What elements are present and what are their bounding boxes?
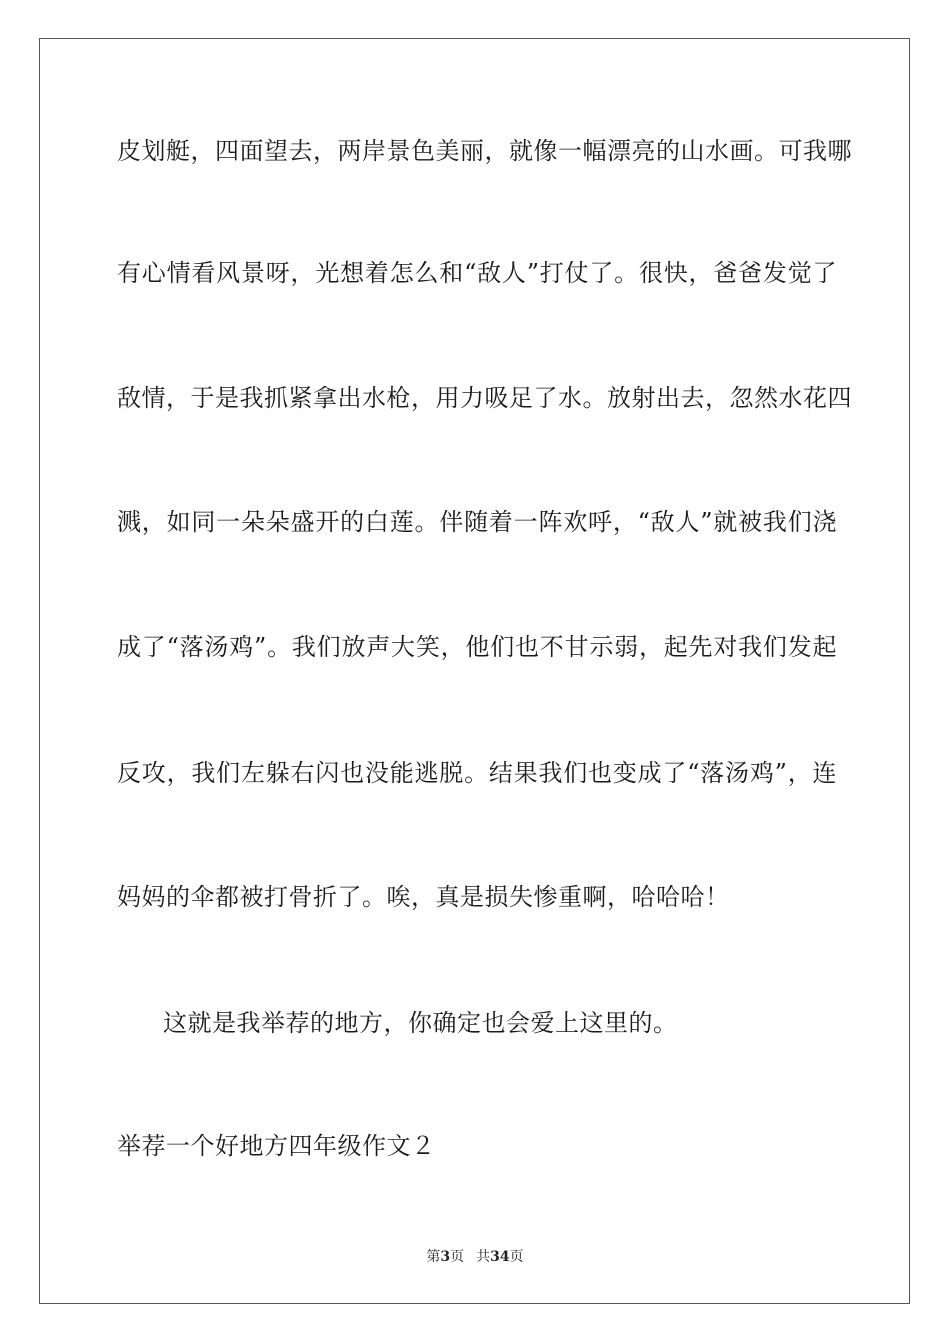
section-heading: 举荐一个好地方四年级作文２ xyxy=(117,1132,436,1160)
body-line-6: 反攻，我们左躲右闪也没能逃脱。结果我们也变成了“落汤鸡”，连 xyxy=(117,759,837,787)
page-prefix: 第 xyxy=(426,1249,441,1265)
page-border xyxy=(39,38,910,1304)
body-line-1: 皮划艇，四面望去，两岸景色美丽，就像一幅漂亮的山水画。可我哪 xyxy=(117,137,852,165)
closing-paragraph: 这就是我举荐的地方，你确定也会爱上这里的。 xyxy=(163,1009,678,1037)
total-prefix: 共 xyxy=(476,1249,491,1265)
page-suffix: 页 xyxy=(450,1249,465,1265)
page-number: 3 xyxy=(440,1249,451,1265)
body-line-3: 敌情，于是我抓紧拿出水枪，用力吸足了水。放射出去，忽然水花四 xyxy=(117,384,852,412)
body-line-5: 成了“落汤鸡”。我们放声大笑，他们也不甘示弱，起先对我们发起 xyxy=(117,633,837,661)
body-line-7: 妈妈的伞都被打骨折了。唉，真是损失惨重啊，哈哈哈！ xyxy=(117,883,730,911)
total-pages: 34 xyxy=(490,1249,510,1265)
total-suffix: 页 xyxy=(509,1249,524,1265)
body-line-2: 有心情看风景呀，光想着怎么和“敌人”打仗了。很快，爸爸发觉了 xyxy=(117,259,837,287)
body-line-4: 溅，如同一朵朵盛开的白莲。伴随着一阵欢呼，“敌人”就被我们浇 xyxy=(117,508,837,536)
page-footer xyxy=(0,1248,950,1266)
